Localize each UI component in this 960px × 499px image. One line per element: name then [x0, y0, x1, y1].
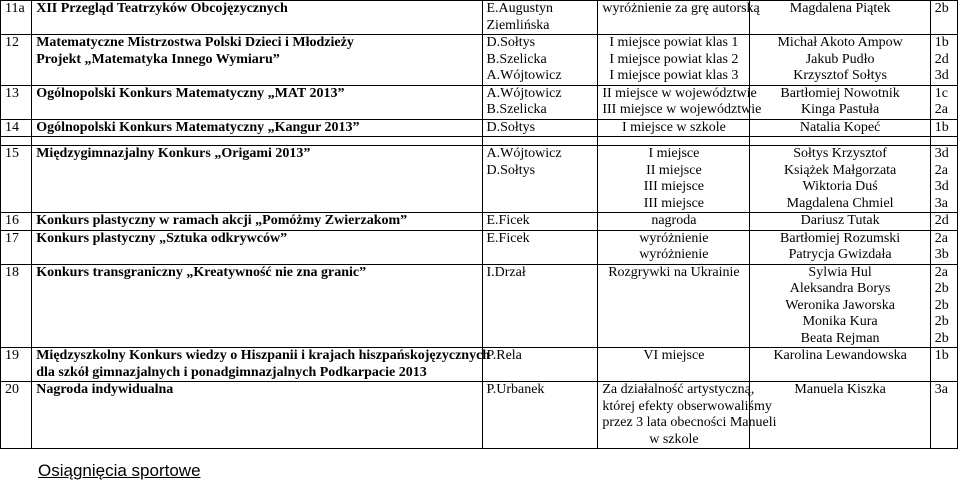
student-line: Aleksandra Borys — [789, 281, 891, 296]
placement-line: VI miejsce — [643, 348, 705, 363]
row-number-cell: 16 — [1, 213, 32, 231]
placement-line: Rozgrywki na Ukrainie — [608, 264, 740, 280]
student-line: Bartłomiej Rozumski — [780, 230, 901, 246]
contest-name-line: dla szkół gimnazjalnych i ponadgimnazjalnych Podkarpacie 2013 — [36, 364, 427, 380]
class-line: 3b — [934, 247, 949, 262]
contest-name-line: Nagroda indywidualna — [36, 382, 174, 397]
teacher-line: A.Wójtowicz — [486, 85, 562, 101]
contest-name-cell — [32, 146, 482, 213]
placement-cell — [598, 85, 762, 119]
contest-name-cell — [32, 264, 482, 348]
class-cell — [930, 230, 957, 264]
student-line: Sołtys Krzysztof — [793, 146, 887, 161]
placement-line: III miejsce — [643, 179, 705, 194]
teacher-line: B.Szelicka — [486, 51, 547, 67]
contest-name-line: Międzyszkolny Konkurs wiedzy o Hiszpanii i krajach hiszpańskojęzycznych — [36, 348, 491, 363]
spacer-cell — [1, 137, 32, 146]
class-cell — [930, 348, 957, 382]
placement-line: nagroda — [651, 213, 697, 228]
class-line: 3d — [934, 146, 949, 161]
student-cell — [750, 382, 930, 449]
table-row — [1, 213, 958, 231]
placement-line: w szkole — [649, 431, 699, 447]
class-line: 3a — [934, 195, 948, 211]
placement-line: przez 3 lata obecności Manueli — [602, 415, 777, 430]
class-cell — [930, 382, 957, 449]
student-line: Weronika Jaworska — [785, 297, 895, 313]
teacher-cell — [482, 230, 598, 264]
student-line: Magdalena Chmiel — [786, 195, 894, 211]
spacer-cell — [930, 137, 957, 146]
spacer-row — [1, 137, 958, 146]
teacher-line: A.Wójtowicz — [486, 68, 562, 83]
class-line: 2a — [934, 230, 948, 246]
contest-name-line: Ogólnopolski Konkurs Matematyczny „Kangur 2013” — [36, 119, 360, 135]
spacer-cell — [32, 137, 482, 146]
table-row — [1, 146, 958, 213]
teacher-line: B.Szelicka — [486, 102, 547, 117]
table-row — [1, 1, 958, 35]
placement-cell — [598, 35, 750, 86]
row-number-cell: 13 — [1, 85, 32, 119]
student-line: Patrycja Gwizdała — [788, 247, 892, 262]
class-line: 2a — [934, 264, 948, 280]
row-number-cell: 15 — [1, 146, 32, 213]
awards-table-body — [1, 1, 958, 449]
teacher-cell — [482, 264, 598, 348]
class-cell — [930, 146, 957, 213]
teacher-line: D.Sołtys — [486, 162, 536, 178]
student-line: Kinga Pastuła — [801, 102, 880, 117]
teacher-line: E.Augustyn — [486, 1, 553, 16]
student-line: Bartłomiej Nowotnik — [780, 85, 900, 101]
contest-name-line: Projekt „Matematyka Innego Wymiaru” — [36, 51, 280, 67]
placement-cell — [598, 213, 750, 231]
student-cell — [750, 35, 930, 86]
contest-name-cell — [32, 85, 482, 119]
teacher-cell — [482, 35, 598, 86]
table-row — [1, 230, 958, 264]
contest-name-cell — [32, 1, 482, 35]
class-line: 3d — [934, 179, 949, 194]
student-line: Natalia Kopeć — [799, 119, 881, 135]
row-number-cell: 19 — [1, 348, 32, 382]
row-number-cell: 17 — [1, 230, 32, 264]
contest-name-line: Konkurs plastyczny „Sztuka odkrywców” — [36, 230, 288, 246]
table-row — [1, 348, 958, 382]
teacher-cell — [482, 119, 598, 137]
student-cell — [750, 264, 930, 348]
class-line: 2b — [934, 281, 949, 296]
placement-line: III miejsce — [643, 195, 705, 211]
teacher-line: D.Sołtys — [486, 119, 536, 135]
placement-line: I miejsce powiat klas 2 — [609, 51, 739, 67]
spacer-cell — [482, 137, 598, 146]
table-row — [1, 119, 958, 137]
teacher-line: E.Ficek — [486, 213, 530, 228]
student-line: Krzysztof Sołtys — [793, 68, 887, 83]
placement-line: II miejsce w województwie — [602, 85, 757, 101]
student-cell — [750, 146, 930, 213]
placement-line: III miejsce w województwie — [602, 102, 762, 117]
class-line: 2b — [934, 297, 949, 313]
placement-line: wyróżnienie — [639, 230, 709, 246]
teacher-cell — [482, 146, 598, 213]
class-line: 1b — [934, 35, 949, 50]
contest-name-cell — [32, 213, 482, 231]
row-number-cell: 18 — [1, 264, 32, 348]
student-line: Jakub Pudło — [805, 51, 875, 67]
placement-cell — [598, 119, 750, 137]
class-cell — [930, 85, 957, 119]
class-line: 2a — [934, 102, 948, 117]
student-line: Michał Akoto Ampow — [777, 35, 903, 50]
placement-line: wyróżnienie — [639, 247, 709, 262]
class-cell — [930, 35, 957, 86]
row-number-cell: 14 — [1, 119, 32, 137]
student-cell — [750, 213, 930, 231]
contest-name-line: Matematyczne Mistrzostwa Polski Dzieci i Młodzieży — [36, 35, 354, 50]
table-row — [1, 264, 958, 348]
teacher-cell — [482, 382, 598, 449]
contest-name-cell — [32, 230, 482, 264]
section-title-sports: Osiągnięcia sportowe — [38, 461, 201, 480]
student-line: Sylwia Hul — [808, 264, 872, 280]
contest-name-cell — [32, 35, 482, 86]
row-number-cell: 20 — [1, 382, 32, 449]
placement-line: wyróżnienie za grę autorską — [602, 1, 760, 16]
contest-name-line: Międzygimnazjalny Konkurs „Origami 2013” — [36, 146, 311, 161]
teacher-line: Ziemlińska — [486, 17, 550, 33]
table-row — [1, 35, 958, 86]
student-cell — [750, 119, 930, 137]
teacher-cell — [482, 85, 598, 119]
teacher-line: E.Ficek — [486, 230, 530, 246]
class-line: 2b — [934, 314, 949, 329]
student-cell — [750, 230, 930, 264]
row-number-cell: 11a — [1, 1, 32, 35]
table-row — [1, 382, 958, 449]
student-line: Wiktoria Duś — [802, 179, 878, 194]
spacer-cell — [750, 137, 930, 146]
placement-line: II miejsce — [646, 162, 702, 178]
placement-line: I miejsce w szkole — [622, 119, 726, 135]
student-line: Książek Małgorzata — [783, 162, 897, 178]
contest-name-cell — [32, 348, 491, 382]
student-line: Karolina Lewandowska — [773, 348, 907, 363]
teacher-cell — [482, 348, 598, 382]
class-cell — [930, 119, 957, 137]
placement-cell — [598, 348, 750, 382]
teacher-line: A.Wójtowicz — [486, 146, 562, 161]
placement-line: I miejsce powiat klas 1 — [609, 35, 739, 50]
class-cell — [930, 1, 957, 35]
contest-name-line: Konkurs transgraniczny „Kreatywność nie zna granic” — [36, 264, 367, 280]
placement-line: Za działalność artystyczną, — [602, 382, 755, 397]
placement-cell — [598, 230, 750, 264]
row-number-cell: 12 — [1, 35, 32, 86]
teacher-cell — [482, 213, 598, 231]
contest-name-line: XII Przegląd Teatrzyków Obcojęzycznych — [36, 1, 288, 16]
class-line: 2a — [934, 162, 948, 178]
class-line: 1c — [934, 85, 948, 101]
class-line: 2b — [934, 330, 949, 346]
class-cell — [930, 213, 957, 231]
spacer-cell — [598, 137, 750, 146]
class-cell — [930, 264, 957, 348]
student-line: Manuela Kiszka — [794, 382, 886, 397]
class-line: 3d — [934, 68, 949, 83]
class-line: 2b — [934, 1, 949, 16]
teacher-cell — [482, 1, 598, 35]
placement-cell — [598, 382, 777, 449]
placement-line: I miejsce — [648, 146, 700, 161]
class-line: 2d — [934, 51, 949, 67]
student-cell — [750, 1, 930, 35]
class-line: 2d — [934, 213, 949, 228]
contest-name-line: Konkurs plastyczny w ramach akcji „Pomóżmy Zwierzakom” — [36, 213, 408, 228]
contest-name-line: Ogólnopolski Konkurs Matematyczny „MAT 2013” — [36, 85, 345, 101]
student-cell — [750, 85, 930, 119]
teacher-line: P.Urbanek — [486, 382, 545, 397]
student-line: Beata Rejman — [800, 330, 880, 346]
contest-name-cell — [32, 119, 482, 137]
placement-line: I miejsce powiat klas 3 — [609, 68, 739, 83]
student-cell — [750, 348, 930, 382]
student-line: Magdalena Piątek — [789, 1, 891, 16]
placement-cell — [598, 146, 750, 213]
teacher-line: D.Sołtys — [486, 35, 536, 50]
class-line: 1b — [934, 348, 949, 363]
student-line: Dariusz Tutak — [800, 213, 880, 228]
table-row — [1, 85, 958, 119]
teacher-line: P.Rela — [486, 348, 522, 363]
placement-cell — [598, 264, 750, 348]
placement-cell — [598, 1, 760, 35]
placement-line: której efekty obserwowaliśmy — [602, 398, 772, 414]
class-line: 1b — [934, 119, 949, 135]
class-line: 3a — [934, 382, 948, 397]
student-line: Monika Kura — [802, 314, 878, 329]
contest-name-cell — [32, 382, 482, 449]
teacher-line: I.Drzał — [486, 264, 526, 280]
